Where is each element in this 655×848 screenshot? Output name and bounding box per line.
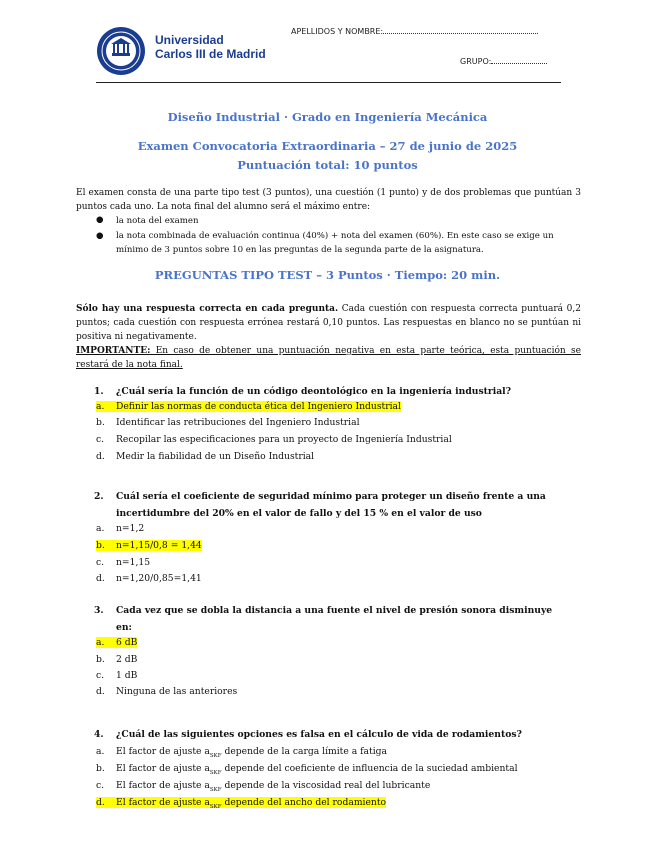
- question-4-option-d[interactable]: d. El factor de ajuste $a_{SKF}$ depende del ancho del rodamiento: [96, 797, 387, 810]
- apellidos-field[interactable]: APELLIDOS Y NOMBRE:: [291, 27, 538, 36]
- test-rules-paragraph: Sólo hay una respuesta correcta en cada pregunta. Cada cuestión con respuesta correcta puntuará 0,2 puntos; cada cuestión con respuesta errónea restará 0,10 puntos. Las respuestas en blanco no se puntúan ni positiva ni negativamente.: [76, 304, 581, 342]
- test-section-heading: PREGUNTAS TIPO TEST – 3 Puntos · Tiempo: 20 min.: [154, 268, 501, 282]
- question-4-option-b[interactable]: b. El factor de ajuste $a_{SKF}$ depende del coeficiente de influencia de la suciedad ambiental: [96, 763, 518, 776]
- question-2-option-b[interactable]: b. n=1,15/0,8 = 1,44: [96, 540, 202, 551]
- question-3-option-c[interactable]: c. 1 dB: [96, 670, 138, 681]
- question-1-option-d[interactable]: d. Medir la fiabilidad de un Diseño Industrial: [96, 451, 315, 462]
- question-4-option-c[interactable]: c. El factor de ajuste $a_{SKF}$ depende de la viscosidad real del lubricante: [96, 780, 431, 793]
- bullet-icon: ●: [96, 231, 104, 241]
- intro-paragraph: El examen consta de una parte tipo test (3 puntos), una cuestión (1 punto) y de dos problemas que puntúan 3 puntos cada uno. La nota final del alumno será el máximo entre:: [76, 188, 581, 212]
- question-2-option-c[interactable]: c. n=1,15: [96, 557, 151, 568]
- question-1: 1. ¿Cuál sería la función de un código deontológico en la ingeniería industrial?: [94, 386, 512, 397]
- intro-bullet-1: la nota del examen: [116, 216, 199, 226]
- question-1-option-b[interactable]: b. Identificar las retribuciones del Ingeniero Industrial: [96, 417, 360, 428]
- question-3-option-b[interactable]: b. 2 dB: [96, 654, 138, 665]
- question-3-option-d[interactable]: d. Ninguna de las anteriores: [96, 686, 238, 697]
- exam-title: Examen Convocatoria Extraordinaria – 27 de junio de 2025: [137, 139, 518, 153]
- question-3-option-a[interactable]: a. 6 dB: [96, 637, 138, 648]
- grupo-field[interactable]: GRUPO:: [460, 57, 547, 66]
- question-3: 3. Cada vez que se dobla la distancia a una fuente el nivel de presión sonora disminuye en:: [94, 605, 553, 633]
- question-1-option-a[interactable]: a. Definir las normas de conducta ética del Ingeniero Industrial: [96, 401, 401, 412]
- question-2-option-a[interactable]: a. n=1,2: [96, 523, 145, 534]
- total-score-title: Puntuación total: 10 puntos: [237, 158, 418, 172]
- course-title: Diseño Industrial · Grado en Ingeniería Mecánica: [167, 110, 488, 124]
- question-2-option-d[interactable]: d. n=1,20/0,85=1,41: [96, 573, 202, 584]
- intro-bullet-2: la nota combinada de evaluación continua (40%) + nota del examen (60%). En este caso se exige un mínimo de 3 puntos sobre 10 en las preguntas de la segunda parte de la asignatura.: [116, 231, 554, 255]
- header-divider: [96, 82, 561, 83]
- question-4-option-a[interactable]: a. El factor de ajuste $a_{SKF}$ depende de la carga límite a fatiga: [96, 746, 387, 759]
- university-name: Universidad Carlos III de Madrid: [155, 33, 266, 61]
- question-1-option-c[interactable]: c. Recopilar las especificaciones para un proyecto de Ingeniería Industrial: [96, 434, 452, 445]
- university-seal-logo: [96, 26, 146, 76]
- question-4: 4. ¿Cuál de las siguientes opciones es falsa en el cálculo de vida de rodamientos?: [94, 729, 522, 740]
- question-2: 2. Cuál sería el coeficiente de seguridad mínimo para proteger un diseño frente a una incertidumbre del 20% en el valor de fallo y del 15 % en el valor de uso: [94, 491, 546, 519]
- bullet-icon: ●: [96, 215, 104, 225]
- important-note: IMPORTANTE: En caso de obtener una puntuación negativa en esta parte teórica, esta puntuación se restará de la nota final.: [76, 346, 581, 370]
